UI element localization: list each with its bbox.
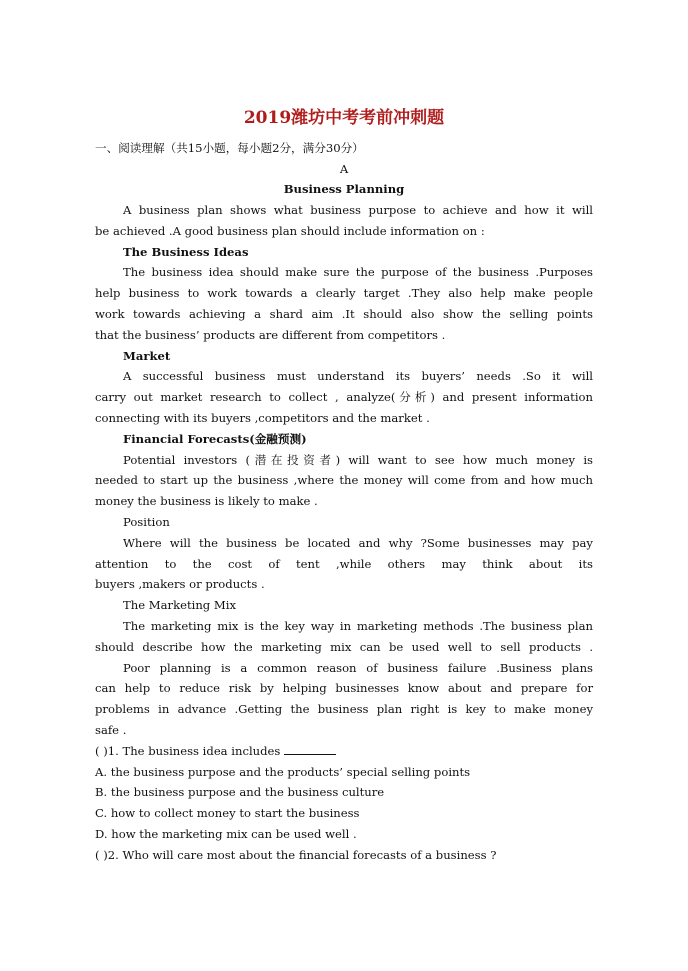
passage-label: A	[339, 162, 349, 176]
subheading: Financial Forecasts(金融预测)	[123, 432, 307, 446]
subheading: Position	[123, 515, 170, 529]
paragraph-line: can help to reduce risk by helping businesses know about and prepare for	[95, 681, 593, 695]
section-heading: 一、阅读理解（共15小题，每小题2分，满分30分）	[95, 141, 364, 155]
paragraph-line: A successful business must understand its buyers’ needs .So it will	[123, 369, 593, 383]
paragraph-line: work towards achieving a shard aim .It should also show the selling points	[95, 307, 593, 321]
paragraph-line: safe .	[95, 723, 127, 737]
paragraph-line: carry out market research to collect , analyze(分析) and present information	[95, 390, 593, 404]
paragraph-line: problems in advance .Getting the business plan right is key to make money	[95, 702, 593, 716]
paragraph-line: should describe how the marketing mix can be used well to sell products .	[95, 640, 593, 654]
paragraph-line: money the business is likely to make .	[95, 494, 318, 508]
paragraph-line: connecting with its buyers ,competitors and the market .	[95, 411, 430, 425]
paragraph-line: needed to start up the business ,where the money will come from and how much	[95, 473, 593, 487]
paragraph-line: A business plan shows what business purpose to achieve and how it will	[123, 203, 593, 217]
answer-blank[interactable]	[284, 743, 336, 755]
option-b: B. the business purpose and the business culture	[95, 785, 385, 799]
paragraph-line: attention to the cost of tent ,while others may think about its	[95, 557, 593, 571]
paragraph-line: that the business’ products are different from competitors .	[95, 328, 446, 342]
passage-title: Business Planning	[283, 182, 405, 196]
question-2: ( )2. Who will care most about the financial forecasts of a business ?	[95, 848, 497, 862]
subheading: Market	[123, 349, 171, 363]
question-stem: ( )1. The business idea includes	[95, 744, 285, 758]
paragraph-line: The business idea should make sure the purpose of the business .Purposes	[123, 265, 593, 279]
paragraph-line: be achieved .A good business plan should include information on :	[95, 224, 485, 238]
option-d: D. how the marketing mix can be used well .	[95, 827, 357, 841]
option-c: C. how to collect money to start the business	[95, 806, 360, 820]
subheading: The Business Ideas	[123, 245, 249, 259]
question-1	[95, 743, 595, 759]
subheading: The Marketing Mix	[123, 598, 237, 612]
paragraph-line: Potential investors (潜在投资者) will want to see how much money is	[123, 453, 593, 467]
paragraph-line: The marketing mix is the key way in marketing methods .The business plan	[123, 619, 593, 633]
paragraph-line: buyers ,makers or products .	[95, 577, 265, 591]
option-a: A. the business purpose and the products’ special selling points	[95, 765, 471, 779]
paragraph-line: help business to work towards a clearly target .They also help make people	[95, 286, 593, 300]
paragraph-line: Where will the business be located and why ?Some businesses may pay	[123, 536, 593, 550]
paragraph-line: Poor planning is a common reason of business failure .Business plans	[123, 661, 593, 675]
document-title: 2019潍坊中考考前冲刺题	[243, 108, 445, 128]
